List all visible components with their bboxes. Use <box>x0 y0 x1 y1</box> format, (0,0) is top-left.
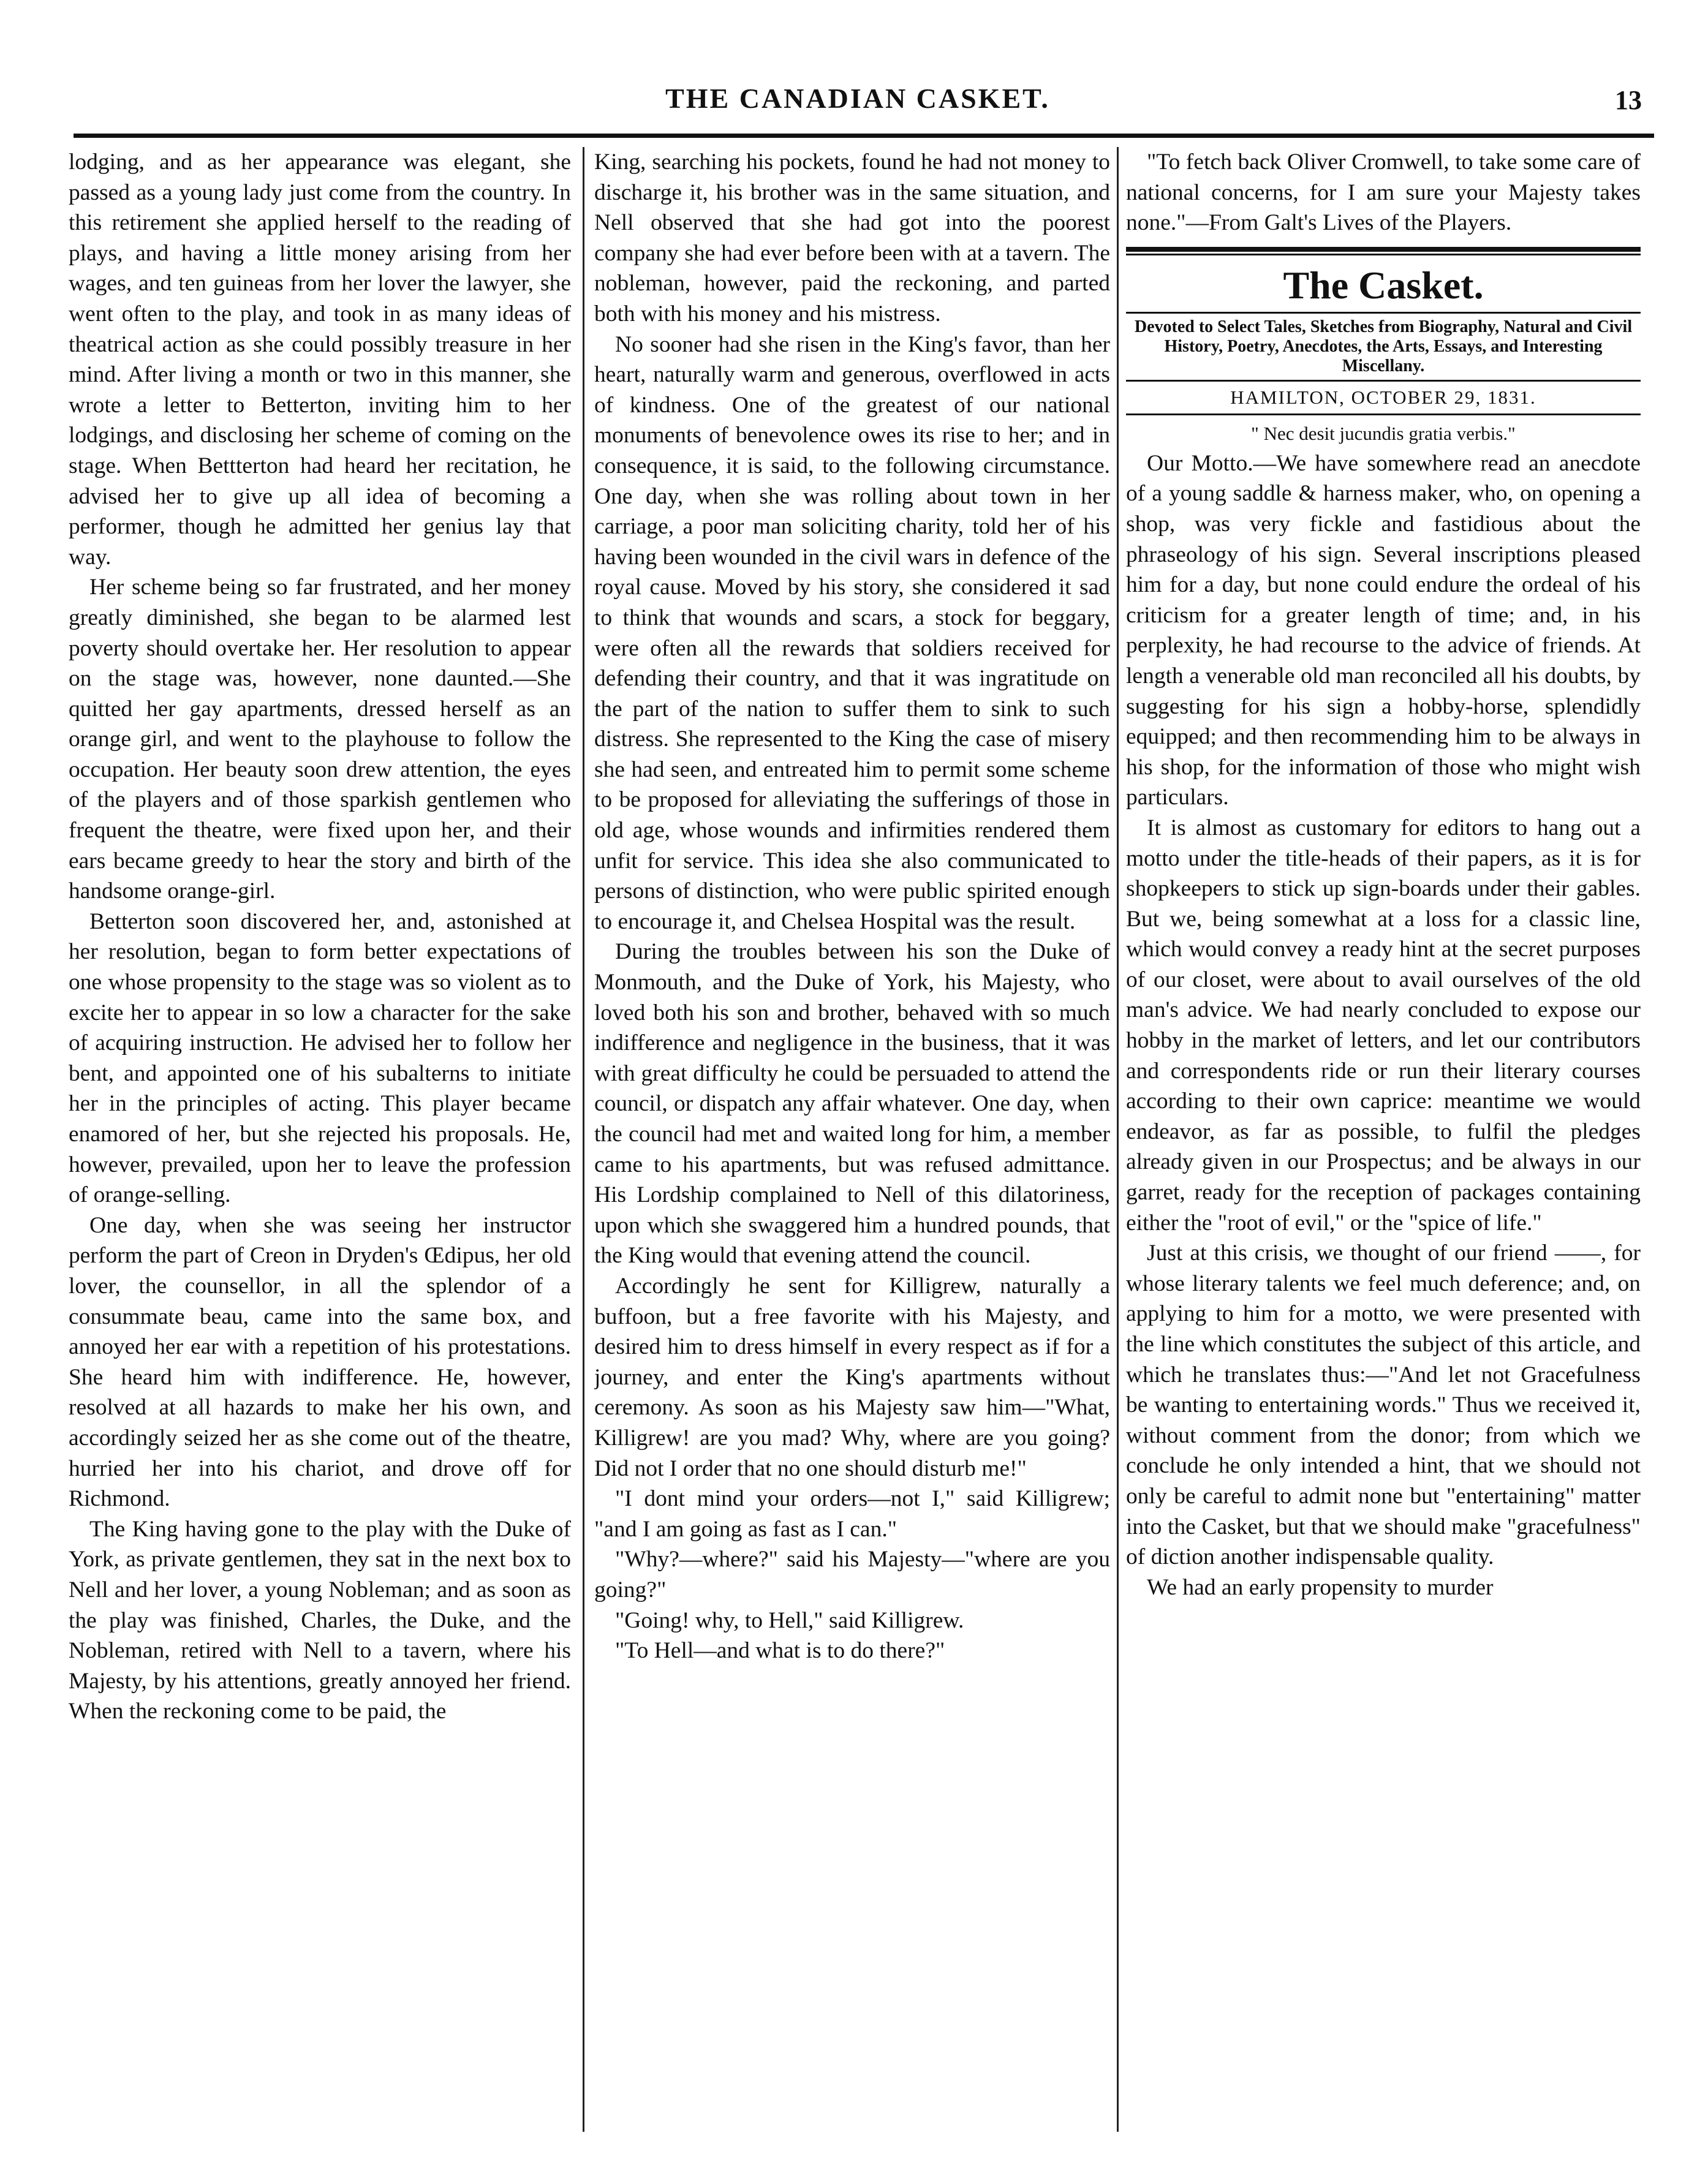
column-divider <box>1117 147 1119 2132</box>
paragraph: The King having gone to the play with the Duke of York, as private gentlemen, they sat in the next box to Nell and her lover, a young Nobleman; and as soon as the play was finished, Charles, the Duke, and the Nobleman, retired with Nell to a tavern, where his Majesty, by his attentions, greatly annoyed her friend. When the reckoning come to be paid, the <box>69 1516 571 1724</box>
paragraph: Just at this crisis, we thought of our friend ——, for whose literary talents we feel much deference; and, on applying to him for a motto, we were presented with the line which constitutes the subject of this article, and which he translates thus:—"And let not Gracefulness be wanting to entertaining words." Thus we received it, without comment from the donor; from which we conclude he only intended a hint, that we should not only be careful to admit none but "entertaining" matter into the Casket, but that we should make "gracefulness" of diction another indispensable quality. <box>1126 1240 1641 1570</box>
paragraph: "To fetch back Oliver Cromwell, to take some care of national concerns, for I am sure your Majesty takes none."—From Galt's Lives of the Players. <box>1126 149 1641 236</box>
column-divider <box>583 147 584 2132</box>
motto: " Nec desit jucundis gratia verbis." <box>1251 422 1516 444</box>
column-3 <box>1126 147 1641 2144</box>
dateline: HAMILTON, OCTOBER 29, 1831. <box>1230 386 1536 408</box>
paragraph: Her scheme being so far frustrated, and her money greatly diminished, she began to be alarmed lest poverty should overtake her. Her resolution to appear on the stage was, however, none daunted.—She quitted her gay apartments, dressed herself as an orange girl, and went to the playhouse to follow the occupation. Her beauty soon drew attention, the eyes of the players and of those sparkish gentlemen who frequent the theatre, were fixed upon her, and their ears became greedy to hear the story and birth of the handsome orange-girl. <box>69 575 571 904</box>
running-head <box>74 74 1642 129</box>
masthead-rule <box>1126 312 1641 314</box>
header-rule <box>74 134 1654 138</box>
masthead-rule <box>1126 254 1641 255</box>
masthead-title: The Casket. <box>1283 263 1484 307</box>
masthead-rule <box>1126 380 1641 382</box>
paragraph: "Going! why, to Hell," said Killigrew. <box>615 1607 964 1633</box>
paragraph: Accordingly he sent for Killigrew, naturally a buffoon, but a free favorite with his Majesty, and desired him to dress himself in every respect as if for a journey, and enter the King's apartments without ceremony. As soon as his Majesty saw him—"What, Killigrew! are you mad? Why, where are you going? Did not I order that no one should disturb me!" <box>594 1273 1110 1481</box>
paragraph: "Why?—where?" said his Majesty—"where are you going?" <box>594 1547 1110 1603</box>
column-1 <box>69 147 571 2144</box>
paragraph: King, searching his pockets, found he had not money to discharge it, his brother was in the same situation, and Nell observed that she had got into the poorest company she had ever before been with at a tavern. The nobleman, however, paid the reckoning, and parted both with his money and his mistress. <box>594 149 1110 327</box>
paragraph: We had an early propensity to murder <box>1147 1574 1494 1600</box>
page-number: 13 <box>1615 85 1642 115</box>
paragraph: lodging, and as her appearance was elegant, she passed as a young lady just come from the country. In this retirement she applied herself to the reading of plays, and having a little money arising from her wages, and ten guineas from her lover the lawyer, she went often to the play, and took in as many ideas of theatrical action as she could possibly treasure in her mind. After living a month or two in this manner, she wrote a letter to Betterton, inviting him to her lodgings, and disclosing her scheme of coming on the stage. When Bettterton had heard her recitation, he advised her to give up all idea of becoming a performer, though he admitted her genius lay that way. <box>69 149 571 570</box>
paragraph: No sooner had she risen in the King's favor, than her heart, naturally warm and generous, overflowed in acts of kindness. One of the greatest of our national monuments of benevolence owes its rise to her; and in consequence, it is said, to the following circumstance. One day, when she was rolling about town in her carriage, a poor man soliciting charity, told her of his having been wounded in the civil wars in defence of the royal cause. Moved by his story, she considered it sad to think that wounds and scars, a stock for beggary, were often all the rewards that soldiers received for defending their country, and that it was ingratitude on the part of the nation to suffer them to sink to such distress. She represented to the King the case of misery she had seen, and entreated him to permit some scheme to be proposed for alleviating the sufferings of those in old age, whose wounds and infirmities rendered them unfit for service. This idea she also communicated to persons of distinction, who were public spirited enough to encourage it, and Chelsea Hospital was the result. <box>594 331 1110 934</box>
paragraph: It is almost as customary for editors to hang out a motto under the title-heads of their papers, as it is for shopkeepers to stick up sign-boards under their gables. But we, being somewhat at a loss for a classic line, which would convey a ready hint at the secret purposes of our closet, were about to avail ourselves of the old man's advice. We had nearly concluded to expose our hobby in the market of letters, and let our contributors and correspondents ride or run their literary courses according to their own caprice: meantime we would endeavor, as far as possible, to fulfil the pledges already given in our Prospectus; and be always in our garret, ready for the reception of packages containing either the "root of evil," or the "spice of life." <box>1126 815 1641 1236</box>
paragraph: During the troubles between his son the Duke of Monmouth, and the Duke of York, his Majesty, who loved both his son and brother, behaved with so much indifference and negligence in the business, that it was with great difficulty he could be persuaded to attend the council, or dispatch any affair whatever. One day, when the council had met and waited long for him, a member came to his apartments, but was refused admittance. His Lordship complained to Nell of this dilatoriness, upon which she swaggered him a hundred pounds, that the King would that evening attend the council. <box>594 939 1110 1269</box>
paragraph: "To Hell—and what is to do there?" <box>615 1638 945 1664</box>
paragraph: "I dont mind your orders—not I," said Killigrew; "and I am going as fast as I can." <box>594 1486 1110 1542</box>
paragraph: Our Motto.—We have somewhere read an anecdote of a young saddle & harness maker, who, on opening a shop, was very fickle and fastidious about the phraseology of his sign. Several inscriptions pleased him for a day, but none could endure the ordeal of his criticism for a greater length of time; and, in his perplexity, he had recourse to the advice of friends. At length a venerable old man reconciled all his doubts, by suggesting for his sign a hobby-horse, splendidly equipped; and then recommending him to be always in his shop, for the information of those who might wish particulars. <box>1126 450 1641 810</box>
column-2 <box>594 147 1110 2144</box>
running-title: THE CANADIAN CASKET. <box>665 83 1050 114</box>
paragraph: Betterton soon discovered her, and, astonished at her resolution, began to form better expectations of one whose propensity to the stage was so violent as to excite her to appear in so low a character for the sake of acquiring instruction. He advised her to follow her bent, and appointed one of his subalterns to initiate her in the principles of acting. This player became enamored of her, but she rejected his proposals. He, however, prevailed, upon her to leave the profession of orange-selling. <box>69 908 571 1208</box>
paragraph: One day, when she was seeing her instructor perform the part of Creon in Dryden's Œdipus, her old lover, the counsellor, in all the splendor of a consummate beau, came into the same box, and annoyed her ear with a repetition of his protestations. She heard him with indifference. He, however, resolved at all hazards to make her his own, and accordingly seized her as she come out of the theatre, hurried her into his chariot, and drove off for Richmond. <box>69 1212 571 1512</box>
masthead-subtitle: Devoted to Select Tales, Sketches from Biography, Natural and Civil History, Poetry, Anecdotes, the Arts, Essays, and Interesting Miscellany. <box>1134 317 1633 376</box>
masthead-rule <box>1126 247 1641 252</box>
masthead-rule <box>1126 413 1641 415</box>
